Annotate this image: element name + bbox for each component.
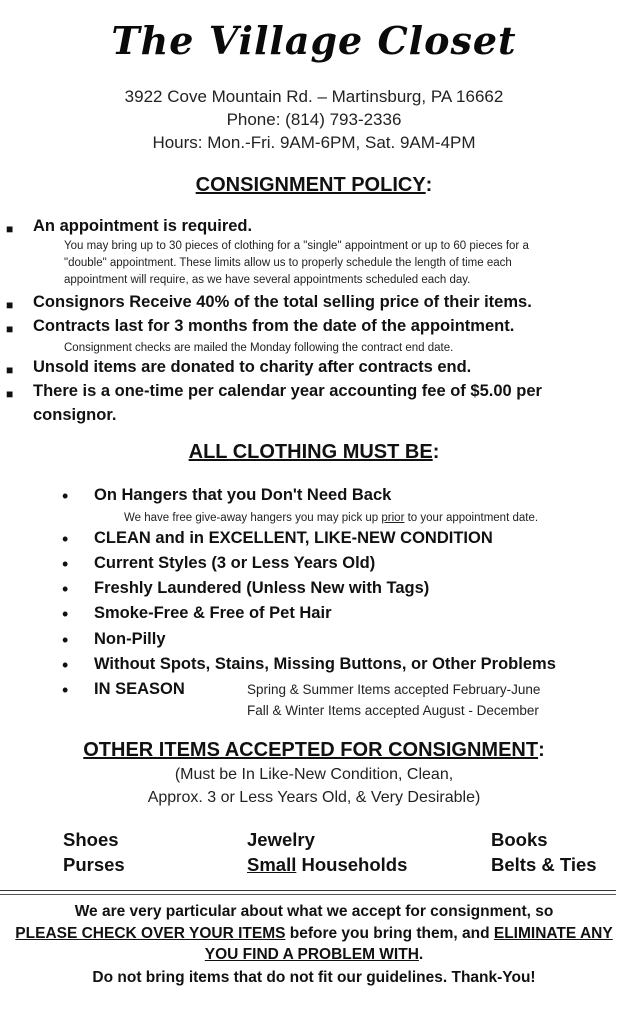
policy-item-percentage: Consignors Receive 40% of the total selling price of their items. — [33, 293, 532, 311]
square-bullet-icon: ■ — [6, 222, 14, 236]
policy-detail: You may bring up to 30 pieces of clothing for a "single" appointment or up to 60 pieces for a — [64, 240, 529, 252]
season-spring-summer: Spring & Summer Items accepted February-June — [247, 682, 541, 697]
policy-item-unsold: Unsold items are donated to charity after contracts end. — [33, 358, 472, 376]
notice-line — [0, 946, 628, 964]
notice-text: . — [418, 946, 424, 963]
policy-detail: Consignment checks are mailed the Monday following the contract end date. — [64, 342, 454, 354]
divider-rule — [0, 894, 616, 895]
clothing-item: Smoke-Free & Free of Pet Hair — [94, 604, 332, 622]
notice-line: We are very particular about what we accept for consignment, so — [74, 903, 554, 920]
square-bullet-icon: ■ — [6, 322, 14, 336]
clothing-item-in-season: IN SEASON — [94, 680, 185, 698]
clothing-item: CLEAN and in EXCELLENT, LIKE-NEW CONDITION — [94, 529, 493, 547]
clothing-heading — [0, 441, 628, 464]
square-bullet-icon: ■ — [6, 298, 14, 312]
policy-heading-colon: : — [425, 174, 433, 196]
category-jewelry: Jewelry — [247, 829, 315, 850]
other-items-condition: Approx. 3 or Less Years Old, & Very Desirable) — [147, 789, 481, 806]
other-items-condition: (Must be In Like-New Condition, Clean, — [174, 766, 454, 783]
clothing-heading-colon: : — [432, 441, 440, 463]
policy-item-appointment: An appointment is required. — [33, 217, 253, 235]
round-bullet-icon: • — [62, 655, 69, 675]
category-purses: Purses — [63, 854, 125, 875]
policy-item-fee: There is a one-time per calendar year accounting fee of $5.00 per — [33, 382, 542, 400]
notice-underline: PLEASE CHECK OVER YOUR ITEMS — [15, 925, 286, 942]
round-bullet-icon: • — [62, 680, 69, 700]
clothing-detail-underline: prior — [381, 512, 405, 524]
notice-underline: YOU FIND A PROBLEM WITH — [204, 946, 419, 963]
clothing-item: Without Spots, Stains, Missing Buttons, or Other Problems — [94, 655, 556, 673]
round-bullet-icon: • — [62, 579, 69, 599]
season-fall-winter: Fall & Winter Items accepted August - December — [247, 703, 539, 718]
divider-rule — [0, 890, 616, 891]
store-address: 3922 Cove Mountain Rd. – Martinsburg, PA 16662 — [124, 87, 504, 106]
clothing-detail-text: We have free give-away hangers you may pick up — [124, 512, 382, 524]
store-phone: Phone: (814) 793-2336 — [226, 110, 402, 129]
other-heading-text: OTHER ITEMS ACCEPTED FOR CONSIGNMENT — [83, 739, 539, 761]
clothing-item: Freshly Laundered (Unless New with Tags) — [94, 579, 430, 597]
clothing-heading-text: ALL CLOTHING MUST BE — [188, 441, 433, 463]
policy-item-fee-cont: consignor. — [33, 406, 117, 424]
small-underlined: Small — [247, 854, 297, 875]
store-title: The Village Closet — [111, 18, 517, 63]
notice-underline: ELIMINATE ANY — [493, 925, 613, 942]
store-hours: Hours: Mon.-Fri. 9AM-6PM, Sat. 9AM-4PM — [152, 133, 476, 152]
square-bullet-icon: ■ — [6, 387, 14, 401]
clothing-item: Non-Pilly — [94, 630, 166, 648]
round-bullet-icon: • — [62, 486, 69, 506]
clothing-detail — [124, 510, 538, 526]
square-bullet-icon: ■ — [6, 363, 14, 377]
policy-heading — [0, 174, 628, 197]
round-bullet-icon: • — [62, 529, 69, 549]
round-bullet-icon: • — [62, 630, 69, 650]
category-belts-ties: Belts & Ties — [491, 854, 597, 875]
category-shoes: Shoes — [63, 829, 119, 850]
category-books: Books — [491, 829, 548, 850]
notice-line — [0, 925, 628, 943]
notice-text: before you bring them, and — [285, 925, 494, 942]
round-bullet-icon: • — [62, 604, 69, 624]
other-heading-colon: : — [538, 739, 545, 761]
policy-detail: appointment will require, as we have several appointments scheduled each day. — [64, 274, 471, 286]
notice-closing: Do not bring items that do not fit our guidelines. Thank-You! — [92, 969, 536, 986]
round-bullet-icon: • — [62, 554, 69, 574]
other-items-heading — [0, 739, 628, 762]
category-small-households — [247, 854, 407, 876]
policy-detail: "double" appointment. These limits allow us to properly schedule the length of time each — [64, 257, 512, 269]
clothing-item: Current Styles (3 or Less Years Old) — [94, 554, 376, 572]
clothing-detail-text: to your appointment date. — [404, 512, 539, 524]
households-text: Households — [296, 854, 408, 875]
policy-item-contracts: Contracts last for 3 months from the date of the appointment. — [33, 317, 515, 335]
policy-heading-text: CONSIGNMENT POLICY — [195, 174, 426, 196]
clothing-item: On Hangers that you Don't Need Back — [94, 486, 392, 504]
